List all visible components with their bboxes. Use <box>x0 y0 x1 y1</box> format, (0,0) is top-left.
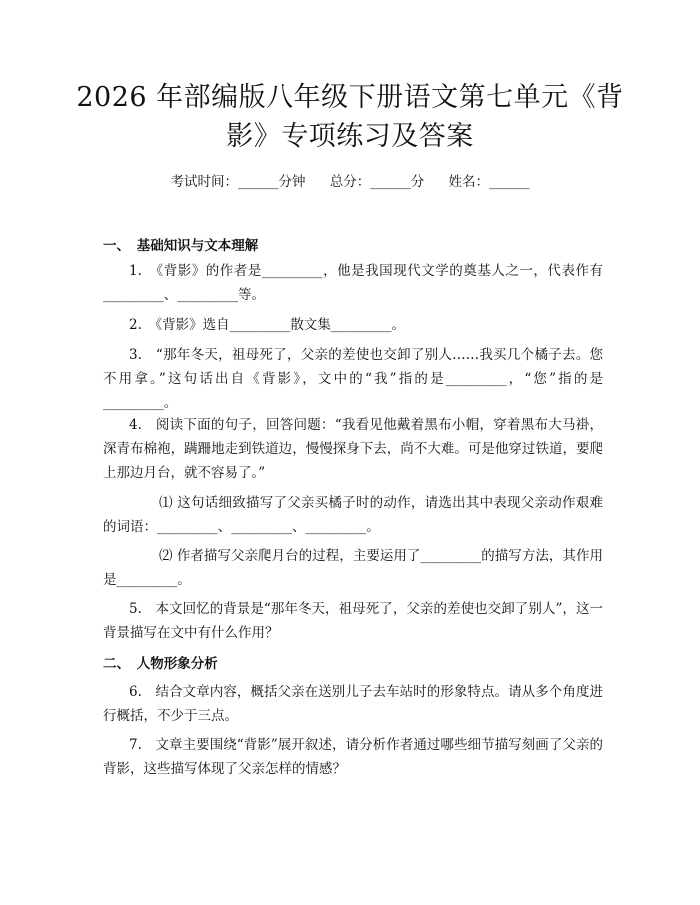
question-6: 6. 结合文章内容，概括父亲在送别儿子去车站时的形象特点。请从多个角度进行概括，不少于三点。 <box>103 684 603 724</box>
question-4: 4. 阅读下面的句子，回答问题：“我看见他戴着黑布小帽，穿着黑布大马褂，深青布棉袍，蹒跚地走到铁道边，慢慢探身下去，尚不大难。可是他穿过铁道，要爬上那边月台，就不容易了。” <box>103 417 603 481</box>
section-heading-1: 一、 基础知识与文本理解 <box>103 238 259 254</box>
student-name: 姓名：______ <box>448 174 530 190</box>
question-3: 3. “那年冬天，祖母死了，父亲的差使也交卸了别人……我买几个橘子去。您不用拿。”这句话出自《背影》，文中的“我”指的是_________，“您”指的是_________。 <box>103 347 603 411</box>
page-title: 2026 年部编版八年级下册语文第七单元《背影》专项练习及答案 <box>76 82 624 152</box>
total-score: 总分：______分 <box>329 174 425 190</box>
exam-time: 考试时间：______分钟 <box>170 174 306 190</box>
question-7: 7. 文章主要围绕“背影”展开叙述，请分析作者通过哪些细节描写刻画了父亲的背影，这些描写体现了父亲怎样的情感？ <box>103 737 603 777</box>
question-4-sub-2: ⑵ 作者描写父亲爬月台的过程，主要运用了_________的描写方法，其作用是_________。 <box>103 548 603 588</box>
exam-meta <box>0 170 700 190</box>
question-2: 2. 《背影》选自_________散文集_________。 <box>129 317 406 333</box>
question-5: 5. 本文回忆的背景是“那年冬天，祖母死了，父亲的差使也交卸了别人”，这一背景描写在文中有什么作用？ <box>103 601 603 641</box>
question-1: 1. 《背影》的作者是_________，他是我国现代文学的奠基人之一，代表作有_________、_________等。 <box>103 263 603 303</box>
section-heading-2: 二、 人物形象分析 <box>103 656 218 672</box>
question-4-sub-1: ⑴ 这句话细致描写了父亲买橘子时的动作，请选出其中表现父亲动作艰难的词语：_________、_________、_________。 <box>103 495 603 535</box>
